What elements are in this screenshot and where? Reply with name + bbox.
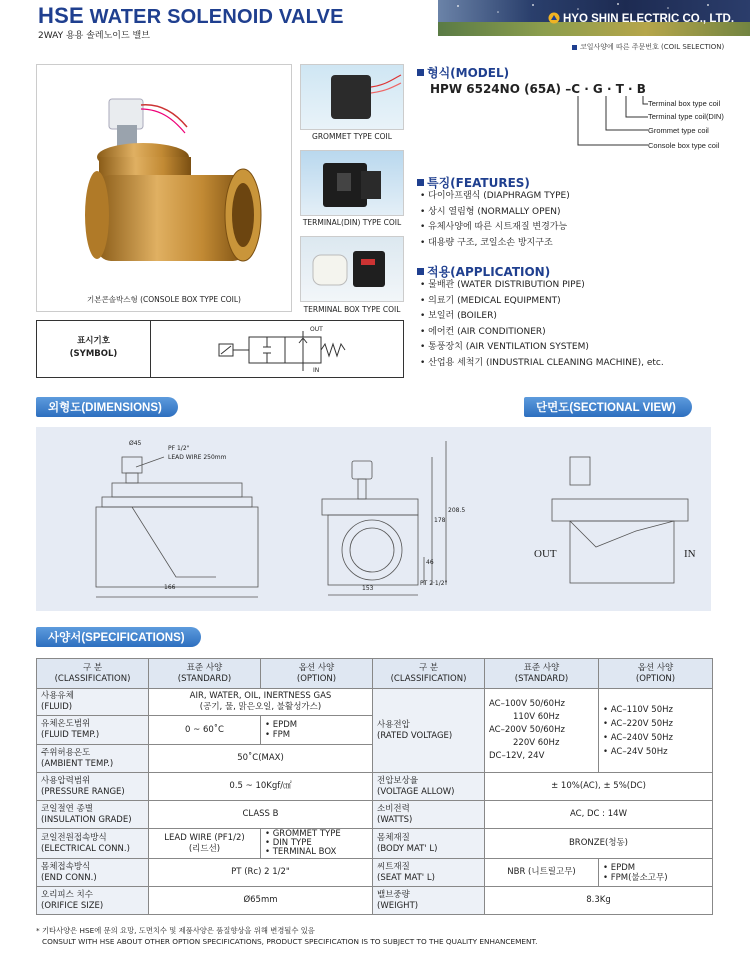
- col-head-opt: [261, 659, 373, 689]
- weight-label: [373, 887, 485, 915]
- seat-opt-0: • EPDM: [603, 863, 708, 873]
- insulation-ko: 코일절연 종별: [41, 803, 93, 814]
- model-note-console: Console box type coil: [648, 141, 720, 150]
- col-head-class-en-2: (CLASSIFICATION): [390, 673, 467, 684]
- sectional-in: IN: [684, 548, 696, 560]
- sectional-tab: 단면도(SECTIONAL VIEW): [524, 397, 692, 417]
- application-item: • 물배관 (WATER DISTRIBUTION PIPE): [420, 278, 664, 294]
- model-note-terminal-box: Terminal box type coil: [648, 99, 721, 108]
- din-caption: TERMINAL(DIN) TYPE COIL: [302, 218, 402, 227]
- watts-label: [373, 801, 485, 829]
- main-product-photo: [36, 64, 292, 312]
- features-list: [420, 189, 570, 251]
- application-item: • 보일러 (BOILER): [420, 309, 664, 325]
- application-item: • 에어컨 (AIR CONDITIONER): [420, 325, 664, 341]
- fluid-label: [37, 689, 149, 716]
- watts-ko: 소비전력: [377, 803, 410, 814]
- col-head-class: [37, 659, 149, 689]
- symbol-label-ko: 표시기호: [77, 336, 110, 346]
- voltage-std-1: 110V 60Hz: [513, 712, 560, 722]
- insulation-label: [37, 801, 149, 829]
- voltage-allow-std: ± 10%(AC), ± 5%(DC): [485, 773, 713, 801]
- footnote-ko: * 기타사양은 HSE에 문의 요망, 도면치수 및 제품사양은 품질향상을 위해 변경될수 있음: [36, 926, 315, 935]
- watts-en: (WATTS): [377, 814, 413, 825]
- symbol-out-label: OUT: [310, 326, 323, 333]
- voltage-opt-0: • AC–110V 50Hz: [603, 703, 708, 717]
- dim-lead: LEAD WIRE 250mm: [168, 454, 227, 461]
- spec-table: [36, 658, 713, 915]
- grommet-coil-photo: [300, 64, 404, 130]
- dim-d45: Ø45: [129, 440, 142, 447]
- dim-pt: PT 2·1/2": [420, 580, 448, 587]
- fluid-temp-ko: 유체온도범위: [41, 719, 91, 729]
- symbol-box: [36, 320, 404, 378]
- symbol-label: [37, 321, 151, 377]
- application-heading: 적용(APPLICATION): [417, 263, 550, 280]
- col-head-std-en-2: (STANDARD): [514, 673, 569, 684]
- watts-std: AC, DC : 14W: [485, 801, 713, 829]
- fluid-ko: 사용유체: [41, 691, 74, 701]
- end-conn-ko: 몸체접속방식: [41, 861, 91, 872]
- ambient-label: [37, 745, 149, 773]
- footnote-en: CONSULT WITH HSE ABOUT OTHER OPTION SPECIFICATIONS, PRODUCT SPECIFICATION IS TO SUBJECT TO THE QUALITY ENHANCEMENT.: [42, 937, 538, 946]
- table-row: [37, 689, 713, 716]
- feature-item: • 유체사양에 따른 시트재질 변경가능: [420, 220, 570, 236]
- grommet-caption: GROMMET TYPE COIL: [312, 132, 392, 141]
- orifice-ko: 오리피스 치수: [41, 889, 93, 900]
- features-heading: 특징(FEATURES): [417, 174, 530, 191]
- table-row: [37, 773, 713, 801]
- fluid-en: (FLUID): [41, 702, 73, 712]
- weight-std: 8.3Kg: [485, 887, 713, 915]
- dim-46: 46: [426, 559, 434, 566]
- page-title: [38, 3, 344, 29]
- main-photo-caption: 기본콘솔박스형 (CONSOLE BOX TYPE COIL): [87, 295, 241, 304]
- seat-label: [373, 859, 485, 887]
- insulation-std: CLASS B: [149, 801, 373, 829]
- col-head-opt-2: [599, 659, 713, 689]
- weight-en: (WEIGHT): [377, 900, 419, 911]
- voltage-label: [373, 689, 485, 773]
- fluid-value: [149, 689, 373, 716]
- voltage-std-4: DC–12V, 24V: [489, 751, 545, 761]
- dim-166: 166: [164, 584, 176, 591]
- orifice-label: [37, 887, 149, 915]
- voltage-opt-1: • AC–220V 50Hz: [603, 717, 708, 731]
- pressure-label: [37, 773, 149, 801]
- col-head-class-2: [373, 659, 485, 689]
- feature-item: • 대용량 구조, 코일소손 방지구조: [420, 236, 570, 252]
- body-std: BRONZE(청동): [485, 829, 713, 859]
- col-head-std-en: (STANDARD): [177, 673, 232, 684]
- dim-pf: PF 1/2": [168, 445, 190, 452]
- feature-item: • 다이아프램식 (DIAPHRAGM TYPE): [420, 189, 570, 205]
- valve-symbol-icon: [207, 327, 367, 373]
- fluid-temp-en: (FLUID TEMP.): [41, 730, 100, 740]
- fluid-temp-opt-0: • EPDM: [265, 720, 368, 730]
- end-conn-en: (END CONN.): [41, 872, 97, 883]
- application-item: • 통풍장치 (AIR VENTILATION SYSTEM): [420, 340, 664, 356]
- col-head-opt-en: (OPTION): [296, 673, 337, 684]
- ambient-ko: 주위허용온도: [41, 747, 91, 758]
- model-lines: [570, 96, 650, 154]
- voltage-allow-label: [373, 773, 485, 801]
- fluid-std-1: AIR, WATER, OIL, INERTNESS GAS: [189, 691, 332, 701]
- weight-ko: 밸브중량: [377, 889, 410, 900]
- col-head-std-ko-2: 표준 사양: [523, 662, 560, 673]
- voltage-opt: [599, 689, 713, 773]
- table-header-row: [37, 659, 713, 689]
- body-en: (BODY MAT' L): [377, 843, 438, 854]
- electrical-std: [149, 829, 261, 859]
- title-rest: WATER SOLENOID VALVE: [89, 6, 344, 28]
- page-subtitle: 2WAY 용용 솔레노이드 밸브: [38, 31, 150, 41]
- voltage-en: (RATED VOLTAGE): [377, 730, 453, 741]
- dimensions-panel: [36, 427, 711, 611]
- fluid-std-2: (공기, 물, 맑은오일, 불활성가스): [199, 702, 322, 712]
- voltage-std-0: AC–100V 50/60Hz: [489, 699, 565, 709]
- symbol-in-label: IN: [313, 367, 320, 374]
- electrical-opt-1: • DIN TYPE: [265, 839, 368, 848]
- fluid-temp-opt-1: • FPM: [265, 730, 368, 740]
- dim-208: 208.5: [448, 507, 466, 514]
- col-head-opt-en-2: (OPTION): [635, 673, 676, 684]
- ambient-std: 50˚C(MAX): [149, 745, 373, 773]
- col-head-class-ko-2: 구 분: [418, 662, 439, 673]
- voltage-std-2: AC–200V 50/60Hz: [489, 725, 565, 735]
- pressure-en: (PRESSURE RANGE): [41, 786, 125, 797]
- header: [0, 0, 750, 40]
- body-label: [373, 829, 485, 859]
- brand-logo-icon: [548, 12, 560, 24]
- symbol-label-en: (SYMBOL): [69, 349, 118, 359]
- electrical-opt: [261, 829, 373, 859]
- table-row: [37, 801, 713, 829]
- electrical-std-1: LEAD WIRE (PF1/2): [164, 832, 245, 843]
- voltage-std: [485, 689, 599, 773]
- application-list: [420, 278, 664, 372]
- dimension-drawing: [36, 427, 711, 611]
- sectional-out: OUT: [534, 548, 557, 560]
- model-heading: 형식(MODEL): [417, 64, 509, 81]
- body-ko: 몸체재질: [377, 832, 410, 843]
- terminal-caption: TERMINAL BOX TYPE COIL: [303, 305, 401, 314]
- dim-153: 153: [362, 585, 374, 592]
- voltage-std-3: 220V 60Hz: [513, 738, 560, 748]
- model-note-din: Terminal type coil(DIN): [648, 112, 724, 121]
- orifice-std: Ø65mm: [149, 887, 373, 915]
- model-note-grommet: Grommet type coil: [648, 126, 709, 135]
- fluid-temp-label: [37, 716, 149, 745]
- col-head-opt-ko-2: 옵션 사양: [637, 662, 674, 673]
- ambient-en: (AMBIENT TEMP.): [41, 758, 114, 769]
- application-item: • 의료기 (MEDICAL EQUIPMENT): [420, 294, 664, 310]
- col-head-std-2: [485, 659, 599, 689]
- pressure-std: 0.5 ~ 10Kgf/㎠: [149, 773, 373, 801]
- voltage-allow-ko: 전압보상율: [377, 775, 419, 786]
- fluid-temp-opt: [261, 716, 373, 745]
- table-row: [37, 859, 713, 887]
- voltage-ko: 사용전압: [377, 719, 410, 730]
- seat-en: (SEAT MAT' L): [377, 872, 435, 883]
- col-head-opt-ko: 옵션 사양: [298, 662, 335, 673]
- model-code: HPW 6524NO (65A) –C · G · T · B: [430, 82, 646, 96]
- end-conn-std: PT (Rc) 2 1/2": [149, 859, 373, 887]
- col-head-std: [149, 659, 261, 689]
- col-head-class-ko: 구 분: [82, 662, 103, 673]
- electrical-opt-2: • TERMINAL BOX: [265, 848, 368, 857]
- seat-std: NBR (니트릴고무): [485, 859, 599, 887]
- col-head-class-en: (CLASSIFICATION): [54, 673, 131, 684]
- application-item: • 산업용 세척기 (INDUSTRIAL CLEANING MACHINE), etc.: [420, 356, 664, 372]
- orifice-en: (ORIFICE SIZE): [41, 900, 104, 911]
- insulation-en: (INSULATION GRADE): [41, 814, 132, 825]
- din-coil-photo: [300, 150, 404, 216]
- electrical-en: (ELECTRICAL CONN.): [41, 843, 130, 854]
- brand-name: HYO SHIN ELECTRIC CO., LTD.: [563, 13, 735, 25]
- specifications-tab: 사양서(SPECIFICATIONS): [36, 627, 201, 647]
- pressure-ko: 사용압력범위: [41, 775, 91, 786]
- electrical-ko: 코일전원접속방식: [41, 832, 107, 843]
- electrical-opt-0: • GROMMET TYPE: [265, 830, 368, 839]
- table-row: [37, 829, 713, 859]
- table-row: [37, 887, 713, 915]
- coil-selection-note: 코일사양에 따른 주문번호 (COIL SELECTION): [572, 42, 724, 52]
- terminal-box-coil-photo: [300, 236, 404, 302]
- dim-178: 178: [434, 517, 446, 524]
- dimensions-tab: 외형도(DIMENSIONS): [36, 397, 178, 417]
- feature-item: • 상시 열림형 (NORMALLY OPEN): [420, 205, 570, 221]
- end-conn-label: [37, 859, 149, 887]
- voltage-opt-3: • AC–24V 50Hz: [603, 745, 708, 759]
- seat-ko: 씨트재질: [377, 861, 410, 872]
- col-head-std-ko: 표준 사양: [186, 662, 223, 673]
- title-hse: HSE: [38, 3, 84, 28]
- voltage-opt-2: • AC–240V 50Hz: [603, 731, 708, 745]
- fluid-temp-std: 0 ~ 60˚C: [149, 716, 261, 745]
- electrical-label: [37, 829, 149, 859]
- voltage-allow-en: (VOLTAGE ALLOW): [377, 786, 455, 797]
- seat-opt: [599, 859, 713, 887]
- seat-opt-1: • FPM(불소고무): [603, 873, 708, 883]
- electrical-std-2: (리드선): [188, 843, 221, 854]
